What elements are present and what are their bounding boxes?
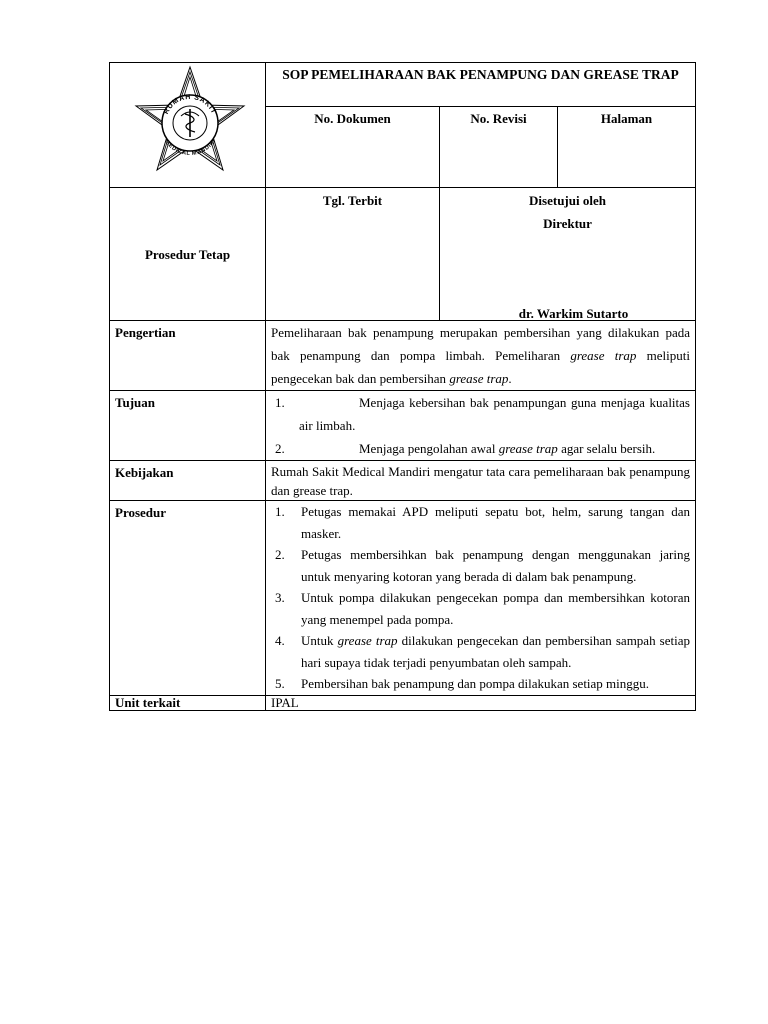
sop-table <box>109 62 696 711</box>
logo-cell <box>110 63 266 188</box>
list-item: 2. Menjaga pengolahan awal grease trap agar selalu bersih. <box>275 441 656 456</box>
list-item: 5. Pembersihan bak penampung dan pompa dilakukan setiap minggu. <box>275 676 650 691</box>
signatory-name: dr. Warkim Sutarto <box>518 306 629 321</box>
list-item: 1. Menjaga kebersihan bak penampungan guna menjaga kualitas air limbah. <box>275 395 690 433</box>
sop-document <box>109 62 695 711</box>
kebijakan-text: Rumah Sakit Medical Mandiri mengatur tata cara pemeliharaan bak penampung dan grease trap. <box>266 461 696 501</box>
list-item: 3. Untuk pompa dilakukan pengecekan pompa dan membersihkan kotoran yang menempel pada pompa. <box>275 590 690 627</box>
tgl-terbit-label: Tgl. Terbit <box>266 188 440 321</box>
unit-terkait-label: Unit terkait <box>110 695 266 710</box>
prosedur-tetap-label <box>110 188 266 321</box>
list-item: 4. Untuk grease trap dilakukan pengecekan dan pembersihan sampah setiap hari supaya tidak terjadi penyumbatan oleh sampah. <box>275 633 690 670</box>
list-item: 2. Petugas membersihkan bak penampung dengan menggunakan jaring untuk menyaring kotoran yang berada di dalam bak penampung. <box>275 547 690 584</box>
pengertian-label: Pengertian <box>110 321 266 391</box>
logo-top-text: RUMAH SAKIT <box>162 93 218 116</box>
no-revisi-label: No. Revisi <box>440 106 558 187</box>
direktur-label: Direktur <box>543 216 592 231</box>
halaman-label: Halaman <box>558 106 696 187</box>
pengertian-text: Pemeliharaan bak penampung merupakan pembersihan yang dilakukan pada bak penampung dan pompa limbah. Pemeliharan grease trap meliputi pengecekan bak dan pembersihan grease trap. <box>266 321 696 391</box>
tujuan-list <box>266 391 696 461</box>
prosedur-list <box>266 501 696 696</box>
hospital-logo <box>110 63 266 180</box>
prosedur-tetap-text: Prosedur Tetap <box>144 246 231 262</box>
tujuan-label: Tujuan <box>110 391 266 461</box>
logo-bottom-text: MEDICAL MANDIRI <box>163 138 218 158</box>
unit-terkait-text: IPAL <box>266 695 696 710</box>
list-item: 1. Petugas memakai APD meliputi sepatu bot, helm, sarung tangan dan masker. <box>275 504 690 541</box>
no-dokumen-label: No. Dokumen <box>266 106 440 187</box>
disetujui-label: Disetujui oleh <box>529 193 606 208</box>
prosedur-label: Prosedur <box>110 501 266 696</box>
approval-cell <box>440 188 696 321</box>
kebijakan-label: Kebijakan <box>110 461 266 501</box>
document-title: SOP PEMELIHARAAN BAK PENAMPUNG DAN GREASE TRAP <box>266 63 696 107</box>
